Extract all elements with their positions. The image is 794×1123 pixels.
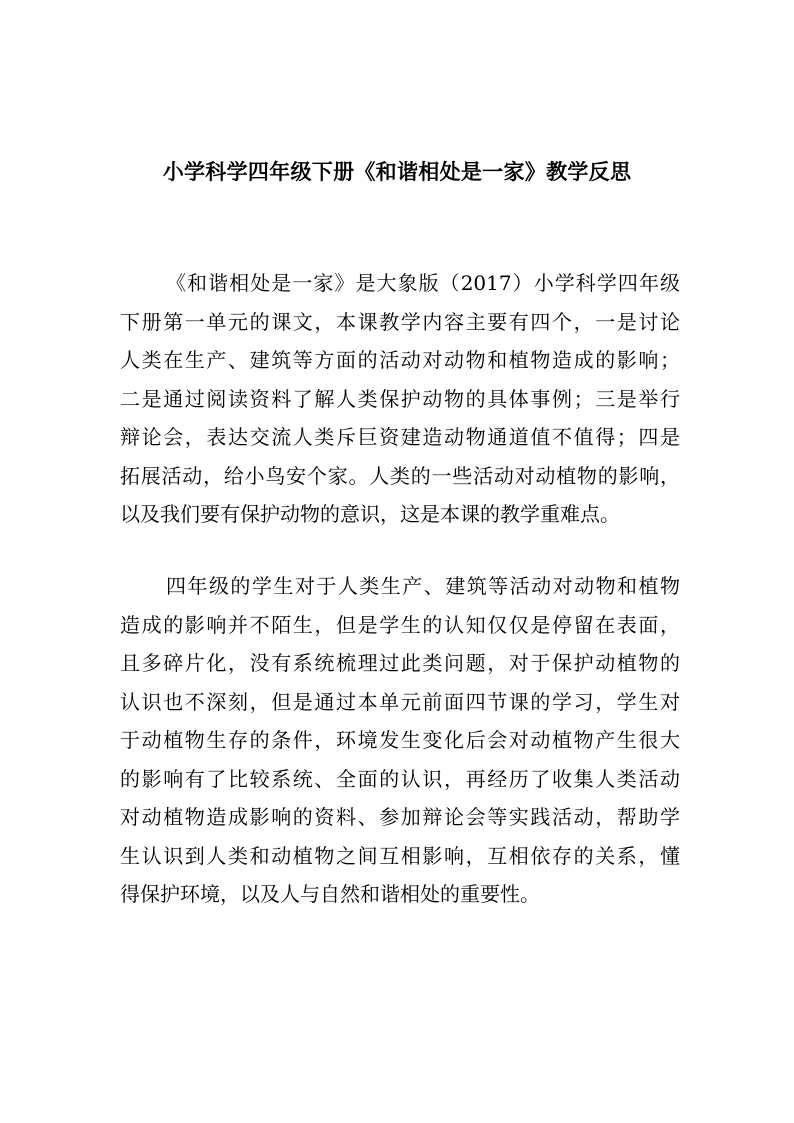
paragraph-line: 拓展活动，给小鸟安个家。人类的一些活动对动植物的影响，	[120, 463, 680, 488]
paragraph-line: 对动植物造成影响的资料、参加辩论会等实践活动，帮助学	[120, 805, 680, 829]
paragraph-line: 且多碎片化，没有系统梳理过此类问题，对于保护动植物的	[120, 651, 680, 675]
paragraph-line: 于动植物生存的条件，环境发生变化后会对动植物产生很大	[120, 728, 680, 752]
paragraph-line: 四年级的学生对于人类生产、建筑等活动对动物和植物	[166, 574, 680, 598]
paragraph-line: 以及我们要有保护动物的意识，这是本课的教学重难点。	[120, 502, 620, 526]
paragraph-line: 辩论会，表达交流人类斥巨资建造动物通道值不值得；四是	[120, 425, 680, 449]
paragraph-1	[120, 264, 680, 534]
paragraph-line: 人类在生产、建筑等方面的活动对动物和植物造成的影响；	[120, 348, 680, 372]
paragraph-line: 《和谐相处是一家》是大象版（2017）小学科学四年级	[166, 271, 680, 295]
paragraph-line: 造成的影响并不陌生，但是学生的认知仅仅是停留在表面，	[120, 612, 680, 637]
paragraph-line: 下册第一单元的课文，本课教学内容主要有四个，一是讨论	[120, 309, 680, 334]
paragraph-line: 认识也不深刻，但是通过本单元前面四节课的学习，学生对	[120, 689, 680, 714]
paragraph-line: 得保护环境，以及人与自然和谐相处的重要性。	[120, 882, 540, 906]
paragraph-line: 二是通过阅读资料了解人类保护动物的具体事例；三是举行	[120, 386, 680, 411]
paragraph-line: 的影响有了比较系统、全面的认识，再经历了收集人类活动	[120, 766, 680, 791]
document-title: 小学科学四年级下册《和谐相处是一家》教学反思	[162, 159, 632, 184]
paragraph-2	[120, 567, 680, 914]
paragraph-line: 生认识到人类和动植物之间互相影响，互相依存的关系，懂	[120, 843, 680, 868]
